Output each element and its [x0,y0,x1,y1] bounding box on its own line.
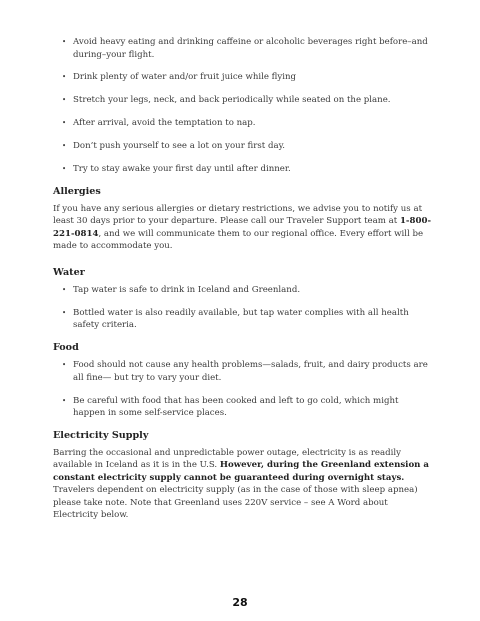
allergies-text-end: , and we will communicate them to our regional office. Every effort will be made to accommodate you. [53,228,424,252]
list-item: • Bottled water is also readily available, but tap water complies with all health safety criteria. [53,307,433,332]
list-item: • Tap water is safe to drink in Iceland and Greenland. [53,284,433,297]
list-item: • Try to stay awake your first day until after dinner. [53,163,433,176]
list-item: • Be careful with food that has been cooked and left to go cold, which might happen in some self-service places. [53,395,433,420]
water-heading: Water [53,266,85,278]
food-section [53,342,433,419]
travel-tips-list [53,36,433,175]
list-item: • Drink plenty of water and/or fruit juice while flying [53,71,433,84]
page-number: 28 [232,596,248,609]
electricity-heading: Electricity Supply [53,429,149,441]
list-item: • Stretch your legs, neck, and back periodically while seated on the plane. [53,94,433,107]
electricity-warning: However, during the Greenland extension a constant electricity supply cannot be guaranteed during overnight stays. [53,460,429,483]
electricity-section [53,430,433,522]
allergies-paragraph [53,203,433,253]
electricity-text: Barring the occasional and unpredictable power outage, electricity is as readily available in Iceland as it is in the U.S. [53,447,401,471]
food-heading: Food [53,342,79,354]
allergies-text: If you have any serious allergies or dietary restrictions, we advise you to notify us at least 30 days prior to your departure. Please call our Traveler Support team at [53,203,423,227]
electricity-paragraph [53,447,433,522]
page-content [53,36,433,522]
food-list [53,359,433,419]
allergies-section [53,186,433,253]
list-item: • Food should not cause any health problems—salads, fruit, and dairy products are all fine— but try to vary your diet. [53,359,433,384]
list-item: • Avoid heavy eating and drinking caffeine or alcoholic beverages right before–and during–your flight. [53,36,433,61]
water-section [53,267,433,332]
electricity-text-end: Travelers dependent on electricity supply (as in the case of those with sleep apnea) please take note. Note that Greenland uses 220V service – see A Word about Electricity below. [53,485,418,521]
water-list [53,284,433,332]
list-item: • After arrival, avoid the temptation to nap. [53,117,433,130]
allergies-heading: Allergies [53,185,101,197]
support-phone: 1-800-221-0814 [53,216,432,239]
list-item: • Don’t push yourself to see a lot on your first day. [53,140,433,153]
